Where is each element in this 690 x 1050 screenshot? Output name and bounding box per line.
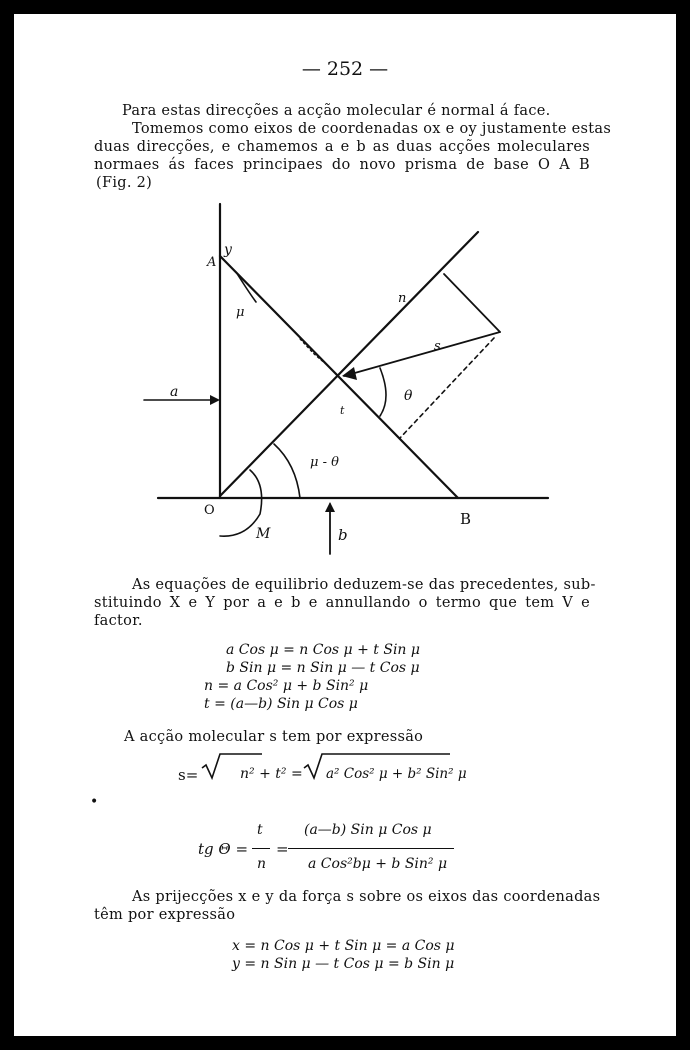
equation-tg-den-n: n	[257, 856, 267, 872]
equation-tg-denominator: a Cos²bμ + b Sin² μ	[308, 856, 448, 872]
paragraph-line: As prijecções x e y da força s sobre os eixos das coordenadas	[132, 889, 601, 905]
equation-line: n = a Cos² μ + b Sin² μ	[204, 678, 369, 694]
figure-2-diagram	[14, 14, 676, 1036]
equation-s-rad: a² Cos² μ + b² Sin² μ	[326, 766, 467, 782]
face-line-AB	[220, 256, 458, 498]
equation-line: b Sin μ = n Sin μ — t Cos μ	[226, 660, 420, 676]
paragraph-line: têm por expressão	[94, 907, 236, 923]
projection-line	[444, 274, 500, 332]
label-mu-minus-theta: μ - θ	[310, 455, 339, 470]
paragraph-line: As equações de equilibrio deduzem-se das precedentes, sub-	[132, 577, 596, 593]
equation-tg-num-t: t	[257, 822, 263, 838]
label-t: t	[340, 404, 345, 417]
paragraph-line: (Fig. 2)	[96, 175, 153, 191]
document-page	[14, 14, 676, 1036]
label-B: B	[460, 510, 472, 528]
label-A: A	[207, 255, 217, 270]
paragraph-line: Tomemos como eixos de coordenadas ox e oy justamente estas	[132, 121, 612, 137]
label-mu-top: μ	[236, 305, 245, 320]
equation-tg-equals: =	[276, 840, 289, 858]
paragraph-line: duas direcções, e chamemos a e b as duas acções moleculares	[94, 139, 590, 155]
paragraph-line: factor.	[94, 613, 143, 629]
label-b: b	[338, 526, 348, 544]
equation-line: a Cos μ = n Cos μ + t Sin μ	[226, 642, 420, 658]
force-vector-s	[344, 332, 500, 376]
angle-arc-mu-top	[236, 272, 256, 302]
paragraph-line: Para estas direcções a acção molecular é normal á face.	[122, 103, 551, 119]
equation-line: x = n Cos μ + t Sin μ = a Cos μ	[232, 938, 455, 954]
angle-arc-mu-minus-theta	[274, 444, 300, 498]
label-n: n	[398, 291, 407, 306]
label-s: s	[434, 339, 441, 354]
label-mu-bottom: M	[256, 526, 271, 542]
angle-arc-theta	[380, 368, 386, 416]
equation-s-lhs: s=	[178, 766, 199, 784]
dashed-projection	[400, 338, 494, 438]
equation-tg-numerator: (a—b) Sin μ Cos μ	[304, 822, 432, 838]
label-theta: θ	[404, 388, 413, 404]
bullet: •	[90, 794, 99, 810]
label-O: O	[204, 503, 215, 518]
paragraph-line: normaes ás faces principaes do novo prisma de base O A B	[94, 157, 590, 173]
page-number: — 252 —	[301, 58, 389, 80]
label-y: y	[224, 242, 232, 258]
equation-line: y = n Sin μ — t Cos μ = b Sin μ	[232, 956, 455, 972]
equation-s-mid: n² + t² =	[240, 766, 303, 782]
fraction-bar-long	[288, 848, 454, 849]
fraction-bar-short	[252, 848, 270, 849]
paragraph-line: A acção molecular s tem por expressão	[124, 729, 424, 745]
normal-line-n	[220, 232, 478, 496]
paragraph-line: stituindo X e Y por a e b e annullando o termo que tem V e	[94, 595, 590, 611]
equation-tg-lhs: tg Θ =	[198, 840, 249, 858]
label-a: a	[170, 384, 179, 400]
arrowhead-b	[325, 502, 335, 512]
equation-line: t = (a—b) Sin μ Cos μ	[204, 696, 358, 712]
arrowhead-a	[210, 395, 220, 405]
